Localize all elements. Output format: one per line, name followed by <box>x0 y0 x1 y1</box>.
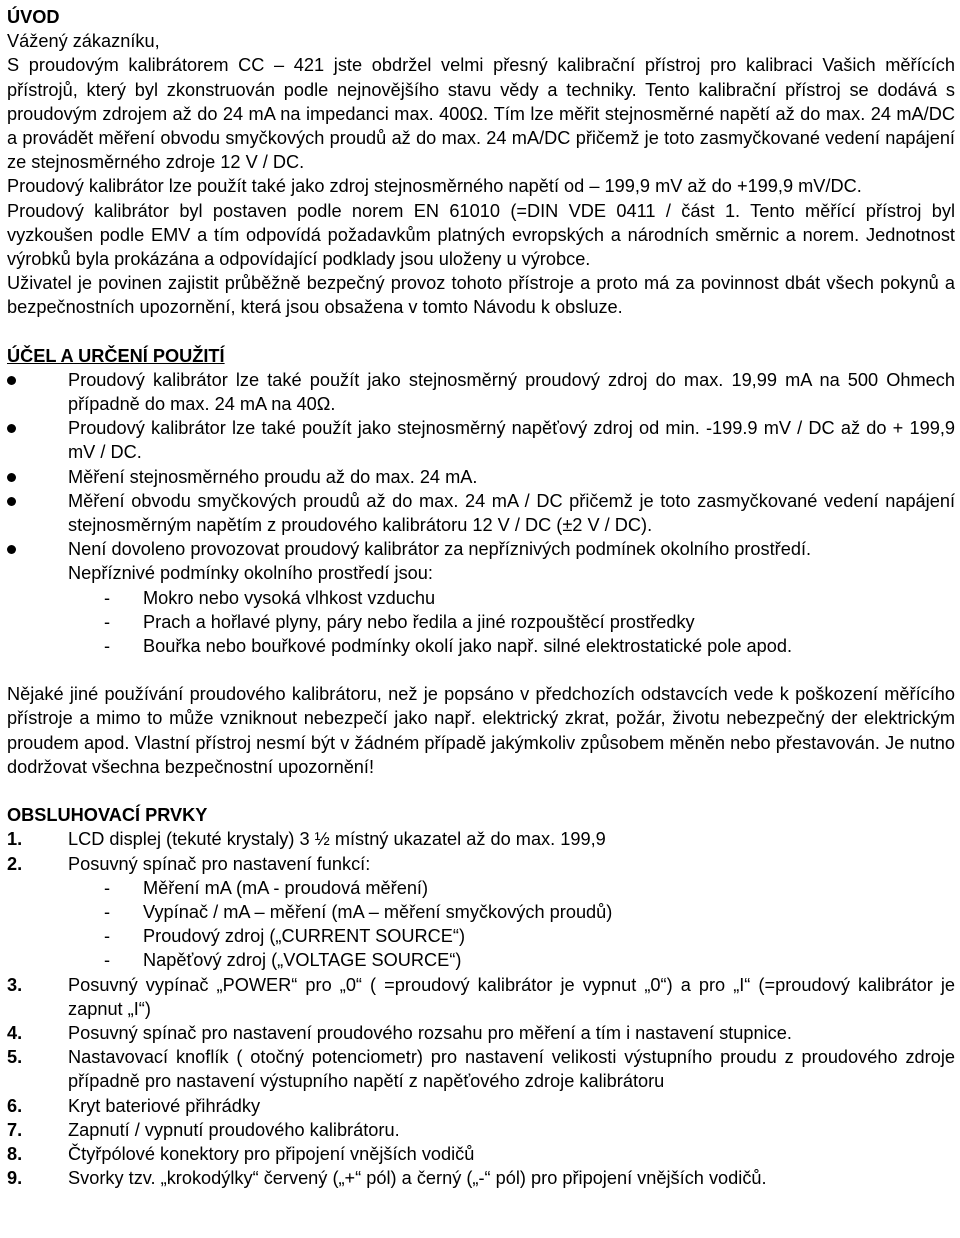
conditions-list <box>68 586 955 659</box>
list-item: - Proudový zdroj („CURRENT SOURCE“) <box>104 926 466 947</box>
controls-heading: OBSLUHOVACÍ PRVKY <box>7 805 208 826</box>
intro-paragraph-1: S proudovým kalibrátorem CC – 421 jste obdržel velmi přesný kalibrační přístroj pro kalibraci Vašich měřících přístrojů, který byl zkonstruován podle nejnovějšího stavu vědy a techniky. Tento kalibrační přístroj se dodává s proudovým zdrojem až do 24 mA na impedanci max. 400Ω. Tím lze měřit stejnosměrné napětí až do max. 24 mA/DC a provádět měření obvodu smyčkových proudů až do max. 24 mA/DC přičemž je toto zasmyčkované vedení napájení ze stejnosměrného zdroje 12 V / DC. <box>7 55 955 173</box>
list-item: 8. Čtyřpólové konektory pro připojení vnějších vodičů <box>7 1143 475 1164</box>
list-item: 4. Posuvný spínač pro nastavení proudového rozsahu pro měření a tím i nastavení stupnice. <box>7 1022 792 1043</box>
list-item: - Mokro nebo vysoká vlhkost vzduchu <box>104 587 436 608</box>
list-item: Proudový kalibrátor lze také použít jako stejnosměrný napěťový zdroj od min. -199.9 mV / DC až do + 199,9 mV / DC. <box>7 416 955 464</box>
list-item: - Vypínač / mA – měření (mA – měření smyčkových proudů) <box>104 901 613 922</box>
bullet-icon <box>7 376 16 385</box>
intro-paragraph-4: Uživatel je povinen zajistit průběžně bezpečný provoz tohoto přístroje a proto má za povinnost dbát všech pokynů a bezpečnostních upozornění, která jsou obsažena v tomto Návodu k obsluze. <box>7 273 955 318</box>
intro-paragraph-2: Proudový kalibrátor lze použít také jako zdroj stejnosměrného napětí od – 199,9 mV až do +199,9 mV/DC. <box>7 176 862 197</box>
list-item: 5. Nastavovací knoflík ( otočný potenciometr) pro nastavení velikosti výstupního proudu z proudového zdroje případně pro nastavení výstupního napětí z napěťového zdroje kalibrátoru <box>7 1047 955 1092</box>
functions-list <box>68 876 955 973</box>
list-item: Měření stejnosměrného proudu až do max. 24 mA. <box>7 465 955 489</box>
list-item: 6. Kryt bateriové přihrádky <box>7 1095 261 1116</box>
list-item: - Napěťový zdroj („VOLTAGE SOURCE“) <box>104 950 462 971</box>
list-item: 3. Posuvný vypínač „POWER“ pro „0“ ( =proudový kalibrátor je vypnut „0“) a pro „I“ (=proudový kalibrátor je zapnut „I“) <box>7 974 955 1019</box>
conditions-intro: Nepříznivé podmínky okolního prostředí jsou: <box>68 563 433 584</box>
list-item: 1. LCD displej (tekuté krystaly) 3 ½ místný ukazatel až do max. 199,9 <box>7 829 606 850</box>
warning-paragraph: Nějaké jiné používání proudového kalibrátoru, než je popsáno v předchozích odstavcích vede k poškození měřícího přístroje a mimo to může vzniknout nebezpečí jako např. elektrický zkrat, požár, životu nebezpečný der elektrickým proudem apod. Vlastní přístroj nesmí být v žádném případě jakýmkoliv způsobem měněn nebo přestavován. Je nutno dodržovat všechna bezpečnostní upozornění! <box>7 684 955 777</box>
intro-paragraph-3: Proudový kalibrátor byl postaven podle norem EN 61010 (=DIN VDE 0411 / část 1. Tento měřící přístroj byl vyzkoušen podle EMV a tím odpovídá požadavkům platných evropských a národních směrnic a norem. Jednotnost výrobků byla prokázána a odpovídající podklady jsou uloženy u výrobce. <box>7 200 955 270</box>
list-item: 7. Zapnutí / vypnutí proudového kalibrátoru. <box>7 1119 400 1140</box>
list-item: 9. Svorky tzv. „krokodýlky“ červený („+“ pól) a černý („-“ pól) pro připojení vnějších vodičů. <box>7 1168 767 1189</box>
bullet-icon <box>7 424 16 433</box>
intro-heading: ÚVOD <box>7 7 60 27</box>
greeting: Vážený zákazníku, <box>7 31 160 52</box>
list-item: Není dovoleno provozovat proudový kalibrátor za nepříznivých podmínek okolního prostředí. Nepříznivé podmínky okolního prostředí jsou: - Mokro nebo vysoká vlhkost vzduchu - Prach a hořlavé plyny, páry nebo ředila a jiné rozpouštěcí prostředky - Bouřka nebo bouřkové podmínky okolí jako např. silné elektrostatické pole apod. <box>7 537 955 658</box>
list-item: Proudový kalibrátor lze také použít jako stejnosměrný proudový zdroj do max. 19,99 mA na 500 Ohmech případně do max. 24 mA na 40Ω. <box>7 368 955 416</box>
list-item: - Bouřka nebo bouřkové podmínky okolí jako např. silné elektrostatické pole apod. <box>104 636 793 657</box>
bullet-icon <box>7 497 16 506</box>
list-item: - Prach a hořlavé plyny, páry nebo ředila a jiné rozpouštěcí prostředky <box>104 611 695 632</box>
bullet-icon <box>7 545 16 554</box>
controls-list <box>7 827 955 1190</box>
bullet-icon <box>7 473 16 482</box>
purpose-list <box>7 368 955 658</box>
list-item: - Měření mA (mA - proudová měření) <box>104 877 429 898</box>
list-item: 2. Posuvný spínač pro nastavení funkcí: - Měření mA (mA - proudová měření) - Vypínač / mA – měření (mA – měření smyčkových proudů) - Proudový zdroj („CURRENT SOURCE“) - Napěťový zdroj („VOLTAGE SOURCE“) <box>7 852 955 973</box>
purpose-heading: ÚČEL A URČENÍ POUŽITÍ <box>7 345 225 366</box>
list-item: Měření obvodu smyčkových proudů až do max. 24 mA / DC přičemž je toto zasmyčkované vedení napájení stejnosměrným napětím z proudového kalibrátoru 12 V / DC (±2 V / DC). <box>7 489 955 537</box>
